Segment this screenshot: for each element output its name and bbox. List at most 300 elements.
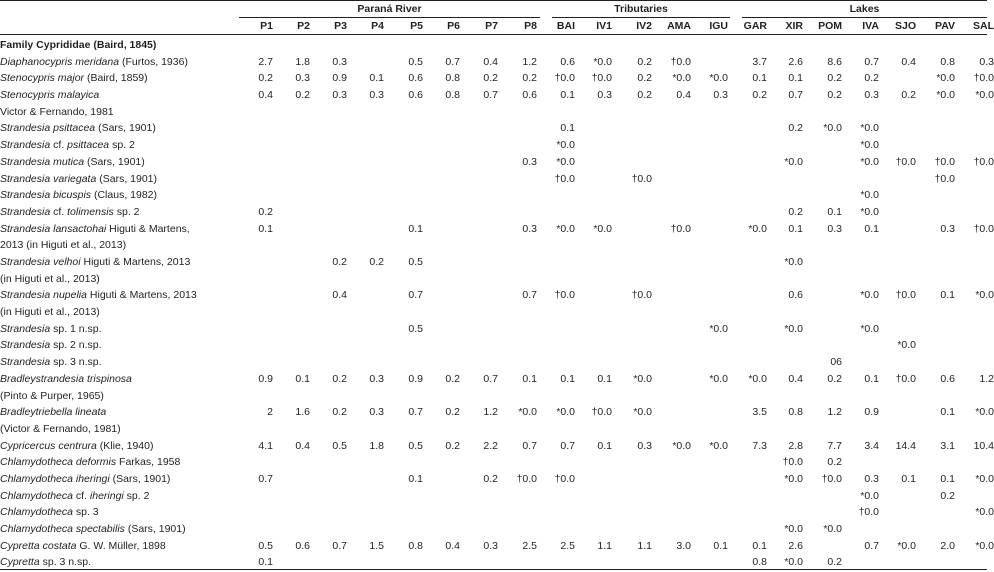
- abundance-cell: *0.0: [709, 439, 728, 452]
- table-top-rule: [0, 0, 987, 1]
- species-binomial: Cypretta costata: [0, 539, 77, 552]
- abundance-cell: *0.0: [593, 55, 612, 68]
- species-name: [0, 371, 226, 404]
- abundance-cell: †0.0: [973, 155, 994, 168]
- abundance-cell: 0.1: [408, 472, 423, 485]
- abundance-cell: *0.0: [860, 322, 879, 335]
- species-name: [0, 254, 226, 287]
- group-rule: [239, 17, 540, 18]
- column-header: P5: [410, 20, 423, 32]
- species-binomial: Strandesia: [0, 139, 51, 152]
- abundance-cell: 0.2: [637, 55, 652, 68]
- abundance-cell: 0.1: [752, 72, 767, 85]
- abundance-cell: 1.2: [827, 406, 842, 419]
- table-row: [0, 219, 994, 252]
- group-rule: [742, 17, 987, 18]
- abundance-cell: *0.0: [823, 122, 842, 135]
- abundance-cell: 0.2: [864, 72, 879, 85]
- abundance-cell: 3.0: [676, 539, 691, 552]
- abundance-cell: 0.4: [295, 439, 310, 452]
- species-author: (Furtos, 1936): [119, 55, 188, 68]
- abundance-cell: †0.0: [895, 289, 916, 302]
- abundance-cell: 0.1: [788, 72, 803, 85]
- abundance-cell: 2.5: [522, 539, 537, 552]
- species-binomial: Strandesia: [0, 339, 51, 352]
- abundance-cell: 0.1: [788, 222, 803, 235]
- abundance-cell: 0.3: [369, 406, 384, 419]
- abundance-cell: †0.0: [554, 172, 575, 185]
- abundance-cell: 10.4: [973, 439, 994, 452]
- abundance-cell: *0.0: [860, 139, 879, 152]
- table-row: [0, 202, 987, 219]
- abundance-cell: 1.6: [295, 406, 310, 419]
- abundance-cell: 0.8: [408, 539, 423, 552]
- abundance-cell: 0.1: [940, 406, 955, 419]
- table-row: [0, 152, 994, 169]
- abundance-cell: 1.5: [369, 539, 384, 552]
- abundance-cell: †0.0: [591, 406, 612, 419]
- abundance-cell: 0.1: [597, 439, 612, 452]
- abundance-cell: 2.2: [483, 439, 498, 452]
- abundance-cell: 0.2: [522, 72, 537, 85]
- abundance-cell: 0.1: [597, 372, 612, 385]
- abundance-cell: 0.3: [332, 55, 347, 68]
- species-name: [0, 287, 226, 320]
- abundance-cell: *0.0: [784, 255, 803, 268]
- abundance-cell: 0.8: [940, 55, 955, 68]
- abundance-cell: 0.2: [827, 89, 842, 102]
- table-row: [0, 502, 994, 519]
- abundance-cell: 0.3: [483, 539, 498, 552]
- abundance-cell: 0.1: [258, 222, 273, 235]
- abundance-cell: 0.1: [295, 372, 310, 385]
- abundance-cell: †0.0: [670, 55, 691, 68]
- species-author-continued: (Pinto & Purper, 1965): [0, 389, 104, 402]
- abundance-cell: †0.0: [895, 372, 916, 385]
- abundance-cell: 0.2: [637, 72, 652, 85]
- abundance-cell: 0.2: [369, 255, 384, 268]
- species-author: sp. 3 n.sp.: [50, 356, 102, 369]
- column-header: P4: [371, 20, 384, 32]
- group-header: Tributaries: [614, 3, 668, 15]
- species-qualifier: cf.: [72, 489, 90, 502]
- abundance-cell: 0.2: [258, 72, 273, 85]
- species-binomial: Chlamydotheca: [0, 489, 73, 502]
- species-line: [0, 371, 226, 388]
- column-header-row: [0, 19, 994, 33]
- column-header: XIR: [785, 20, 803, 32]
- abundance-cell: *0.0: [860, 189, 879, 202]
- species-qualifier: cf.: [50, 205, 68, 218]
- abundance-cell: 2.5: [560, 539, 575, 552]
- abundance-cell: 0.3: [713, 89, 728, 102]
- abundance-cell: *0.0: [975, 472, 994, 485]
- species-binomial: Chlamydotheca spectabilis: [0, 523, 125, 536]
- group-rule: [552, 17, 730, 18]
- abundance-cell: 0.7: [408, 289, 423, 302]
- abundance-cell: 0.1: [752, 539, 767, 552]
- table-row: [0, 169, 987, 186]
- species-binomial: Diaphanocypris meridana: [0, 55, 120, 68]
- abundance-cell: 3.7: [752, 55, 767, 68]
- table-row: [0, 319, 987, 336]
- abundance-cell: 0.7: [445, 55, 460, 68]
- abundance-cell: 0.4: [483, 55, 498, 68]
- abundance-cell: *0.0: [556, 139, 575, 152]
- abundance-cell: 8.6: [827, 55, 842, 68]
- column-header: P8: [524, 20, 537, 32]
- column-header: PAV: [934, 20, 955, 32]
- species-binomial: Strandesia variegata: [0, 172, 97, 185]
- table-row: [0, 552, 987, 569]
- table-row: [0, 469, 994, 486]
- abundance-cell: 0.6: [522, 89, 537, 102]
- abundance-cell: 2.8: [788, 439, 803, 452]
- abundance-cell: 06: [830, 356, 842, 369]
- species-line: [0, 221, 226, 238]
- abundance-cell: 0.1: [864, 372, 879, 385]
- abundance-cell: 0.2: [295, 89, 310, 102]
- abundance-cell: *0.0: [748, 372, 767, 385]
- abundance-cell: 0.6: [408, 89, 423, 102]
- abundance-cell: 0.1: [713, 539, 728, 552]
- abundance-cell: 0.3: [522, 222, 537, 235]
- abundance-cell: *0.0: [633, 372, 652, 385]
- abundance-cell: *0.0: [709, 372, 728, 385]
- abundance-cell: 0.2: [752, 89, 767, 102]
- abundance-cell: 1.2: [522, 55, 537, 68]
- abundance-cell: *0.0: [593, 222, 612, 235]
- table-row: [0, 436, 994, 453]
- abundance-cell: 0.7: [560, 439, 575, 452]
- species-epithet: psittacea: [67, 139, 110, 152]
- species-author: (Sars, 1901): [96, 172, 158, 185]
- species-author: sp. 2: [123, 489, 150, 502]
- abundance-cell: *0.0: [784, 523, 803, 536]
- abundance-cell: *0.0: [556, 155, 575, 168]
- abundance-cell: 0.7: [864, 539, 879, 552]
- species-author: (Sars, 1901): [109, 472, 171, 485]
- table-row: [0, 335, 987, 352]
- abundance-cell: 0.3: [940, 222, 955, 235]
- abundance-cell: 0.1: [940, 472, 955, 485]
- species-author-continued: (Victor & Fernando, 1981): [0, 422, 121, 435]
- species-binomial: Strandesia: [0, 205, 51, 218]
- abundance-cell: †0.0: [516, 472, 537, 485]
- abundance-cell: †0.0: [782, 456, 803, 469]
- abundance-cell: †0.0: [858, 506, 879, 519]
- abundance-cell: *0.0: [936, 89, 955, 102]
- species-binomial: Chlamydotheca deformis: [0, 456, 117, 469]
- table-row: [0, 536, 994, 553]
- abundance-cell: †0.0: [554, 72, 575, 85]
- abundance-cell: 0.3: [979, 55, 994, 68]
- abundance-cell: 0.1: [408, 222, 423, 235]
- species-line: [0, 87, 226, 104]
- species-binomial: Chlamydotheca iheringi: [0, 472, 110, 485]
- group-header: Lakes: [849, 3, 880, 15]
- table-row: [0, 486, 987, 503]
- abundance-cell: 0.1: [522, 372, 537, 385]
- abundance-cell: *0.0: [633, 406, 652, 419]
- abundance-cell: 0.3: [637, 439, 652, 452]
- abundance-cell: 0.1: [940, 289, 955, 302]
- abundance-cell: 0.7: [483, 89, 498, 102]
- species-epithet: iheringi: [89, 489, 124, 502]
- abundance-cell: †0.0: [591, 72, 612, 85]
- abundance-cell: 0.4: [332, 289, 347, 302]
- column-header: P6: [447, 20, 460, 32]
- species-author: sp. 1 n.sp.: [50, 322, 102, 335]
- table-row: [0, 185, 987, 202]
- abundance-cell: 0.1: [258, 556, 273, 569]
- abundance-cell: 1.1: [597, 539, 612, 552]
- species-line: [0, 254, 226, 271]
- group-header: Paraná River: [357, 3, 422, 15]
- species-author-continued: (in Higuti et al., 2013): [0, 306, 100, 319]
- abundance-cell: †0.0: [554, 472, 575, 485]
- abundance-cell: 0.4: [258, 89, 273, 102]
- abundance-cell: 0.1: [560, 372, 575, 385]
- abundance-cell: 1.8: [295, 55, 310, 68]
- abundance-cell: *0.0: [860, 155, 879, 168]
- abundance-cell: *0.0: [860, 122, 879, 135]
- abundance-cell: 0.1: [901, 472, 916, 485]
- column-header: P7: [485, 20, 498, 32]
- species-author: sp. 3 n.sp.: [39, 556, 92, 569]
- abundance-cell: †0.0: [973, 72, 994, 85]
- species-binomial: Strandesia: [0, 322, 51, 335]
- abundance-cell: 0.2: [332, 406, 347, 419]
- column-header: POM: [818, 20, 842, 32]
- species-binomial: Strandesia nupelia: [0, 289, 87, 302]
- abundance-cell: 0.3: [332, 89, 347, 102]
- species-binomial: Cypretta: [0, 556, 40, 569]
- species-binomial: Stenocypris malayica: [0, 89, 100, 102]
- abundance-cell: 0.3: [864, 89, 879, 102]
- column-header: P2: [297, 20, 310, 32]
- abundance-cell: 0.9: [332, 72, 347, 85]
- species-binomial: Strandesia: [0, 356, 51, 369]
- abundance-cell: 0.2: [483, 472, 498, 485]
- abundance-cell: *0.0: [556, 406, 575, 419]
- species-name: [0, 87, 226, 120]
- species-author: Higuti & Martens, 2013: [80, 255, 191, 268]
- column-header: IVA: [862, 20, 879, 32]
- table-row: [0, 519, 987, 536]
- abundance-cell: *0.0: [936, 72, 955, 85]
- abundance-cell: 0.2: [827, 456, 842, 469]
- table-row: [0, 252, 987, 285]
- abundance-cell: 1.2: [483, 406, 498, 419]
- abundance-cell: *0.0: [784, 556, 803, 569]
- abundance-cell: *0.0: [897, 339, 916, 352]
- abundance-cell: 0.2: [788, 122, 803, 135]
- species-author: sp. 3: [72, 506, 99, 519]
- abundance-cell: 0.3: [369, 89, 384, 102]
- abundance-cell: *0.0: [975, 89, 994, 102]
- abundance-cell: *0.0: [709, 322, 728, 335]
- abundance-cell: *0.0: [784, 322, 803, 335]
- species-author-continued: 2013 (in Higuti et al., 2013): [0, 239, 127, 252]
- abundance-cell: 0.1: [864, 222, 879, 235]
- abundance-cell: 0.3: [522, 155, 537, 168]
- abundance-cell: 2.0: [940, 539, 955, 552]
- abundance-cell: *0.0: [748, 222, 767, 235]
- abundance-cell: †0.0: [821, 472, 842, 485]
- species-binomial: Chlamydotheca: [0, 506, 73, 519]
- species-binomial: Bradleystrandesia trispinosa: [0, 372, 132, 385]
- abundance-cell: 1.8: [369, 439, 384, 452]
- family-row: [0, 35, 987, 52]
- table-row: [0, 452, 987, 469]
- abundance-cell: 1.2: [979, 372, 994, 385]
- abundance-cell: 0.1: [560, 89, 575, 102]
- abundance-cell: *0.0: [518, 406, 537, 419]
- species-author: Farkas, 1958: [116, 456, 181, 469]
- table-row: [0, 369, 994, 402]
- abundance-cell: 0.1: [827, 205, 842, 218]
- abundance-cell: *0.0: [672, 439, 691, 452]
- abundance-cell: *0.0: [860, 289, 879, 302]
- species-binomial: Strandesia psittacea: [0, 122, 96, 135]
- family-label: Family Cyprididae (Baird, 1845): [0, 39, 157, 51]
- abundance-cell: 0.4: [676, 89, 691, 102]
- abundance-cell: 0.3: [827, 222, 842, 235]
- abundance-cell: *0.0: [860, 205, 879, 218]
- abundance-cell: 0.4: [901, 55, 916, 68]
- abundance-cell: 0.8: [752, 556, 767, 569]
- abundance-cell: 0.3: [597, 89, 612, 102]
- species-binomial: Strandesia velhoi: [0, 255, 81, 268]
- abundance-cell: 0.9: [258, 372, 273, 385]
- species-author: G. W. Müller, 1898: [76, 539, 166, 552]
- abundance-cell: 7.3: [752, 439, 767, 452]
- species-qualifier: cf.: [50, 139, 68, 152]
- abundance-cell: 0.6: [788, 289, 803, 302]
- abundance-cell: 1.1: [637, 539, 652, 552]
- abundance-cell: 0.2: [827, 372, 842, 385]
- abundance-cell: 0.2: [827, 72, 842, 85]
- abundance-cell: 0.3: [295, 72, 310, 85]
- abundance-cell: 0.2: [332, 255, 347, 268]
- abundance-cell: 0.7: [332, 539, 347, 552]
- column-header: BAI: [556, 20, 575, 32]
- abundance-cell: 0.8: [788, 406, 803, 419]
- abundance-cell: 3.1: [940, 439, 955, 452]
- table-row: [0, 118, 987, 135]
- abundance-cell: 0.6: [295, 539, 310, 552]
- abundance-cell: 0.5: [408, 439, 423, 452]
- column-header: SJO: [894, 20, 916, 32]
- abundance-cell: 0.2: [940, 489, 955, 502]
- abundance-cell: 0.7: [522, 439, 537, 452]
- abundance-cell: 0.5: [332, 439, 347, 452]
- abundance-cell: †0.0: [934, 155, 955, 168]
- abundance-cell: 3.4: [864, 439, 879, 452]
- abundance-cell: 0.6: [408, 72, 423, 85]
- abundance-cell: 0.2: [445, 372, 460, 385]
- species-author: sp. 2: [109, 139, 135, 152]
- abundance-cell: 0.2: [332, 372, 347, 385]
- species-author: sp. 2 n.sp.: [50, 339, 102, 352]
- abundance-cell: *0.0: [897, 539, 916, 552]
- species-author: Higuti & Martens,: [106, 222, 190, 235]
- species-author: (Baird, 1859): [84, 72, 148, 85]
- abundance-cell: 0.7: [408, 406, 423, 419]
- table-row: [0, 135, 987, 152]
- abundance-cell: 0.7: [864, 55, 879, 68]
- abundance-cell: *0.0: [823, 523, 842, 536]
- abundance-cell: 0.9: [408, 372, 423, 385]
- species-line: [0, 287, 226, 304]
- species-author-continued: (in Higuti et al., 2013): [0, 272, 100, 285]
- species-author: (Klie, 1940): [96, 439, 154, 452]
- abundance-cell: 0.2: [445, 406, 460, 419]
- abundance-cell: *0.0: [860, 489, 879, 502]
- abundance-cell: †0.0: [631, 172, 652, 185]
- table-body: [0, 35, 994, 569]
- species-binomial: Bradleytriebella lineata: [0, 406, 107, 419]
- abundance-cell: 14.4: [895, 439, 916, 452]
- abundance-cell: 0.3: [864, 472, 879, 485]
- abundance-cell: 0.1: [560, 122, 575, 135]
- table-row: [0, 85, 994, 118]
- abundance-cell: †0.0: [973, 222, 994, 235]
- abundance-cell: 2.7: [258, 55, 273, 68]
- abundance-cell: 0.7: [788, 89, 803, 102]
- abundance-cell: *0.0: [975, 289, 994, 302]
- abundance-cell: 0.7: [258, 472, 273, 485]
- column-header: P3: [334, 20, 347, 32]
- abundance-cell: 0.5: [258, 539, 273, 552]
- species-line: [0, 404, 226, 421]
- abundance-cell: 0.6: [940, 372, 955, 385]
- species-author: (Sars, 1901): [124, 523, 186, 536]
- abundance-cell: †0.0: [554, 289, 575, 302]
- abundance-cell: 2: [267, 406, 273, 419]
- abundance-cell: 0.4: [445, 539, 460, 552]
- abundance-cell: *0.0: [672, 72, 691, 85]
- abundance-cell: 0.7: [483, 372, 498, 385]
- abundance-cell: 2.6: [788, 55, 803, 68]
- abundance-cell: 0.5: [408, 322, 423, 335]
- species-binomial: Stenocypris major: [0, 72, 85, 85]
- species-name: [0, 404, 226, 437]
- species-binomial: Cypricercus centrura: [0, 439, 97, 452]
- abundance-cell: 0.6: [560, 55, 575, 68]
- species-author: (Sars, 1901): [95, 122, 156, 135]
- table-row: [0, 352, 987, 369]
- abundance-cell: †0.0: [670, 222, 691, 235]
- species-author: (Sars, 1901): [84, 155, 145, 168]
- species-binomial: Strandesia mutica: [0, 155, 85, 168]
- species-binomial: Strandesia bicuspis: [0, 189, 92, 202]
- abundance-cell: 0.8: [445, 89, 460, 102]
- abundance-cell: 0.5: [408, 255, 423, 268]
- abundance-cell: 0.3: [369, 372, 384, 385]
- table-row: [0, 402, 994, 435]
- abundance-cell: 0.1: [369, 72, 384, 85]
- species-name: [0, 221, 226, 254]
- abundance-cell: 0.5: [408, 55, 423, 68]
- abundance-cell: 0.2: [258, 205, 273, 218]
- table-row: [0, 68, 994, 85]
- table-row: [0, 285, 994, 319]
- abundance-cell: 2.6: [788, 539, 803, 552]
- species-author-continued: Victor & Fernando, 1981: [0, 105, 114, 118]
- abundance-cell: 0.2: [483, 72, 498, 85]
